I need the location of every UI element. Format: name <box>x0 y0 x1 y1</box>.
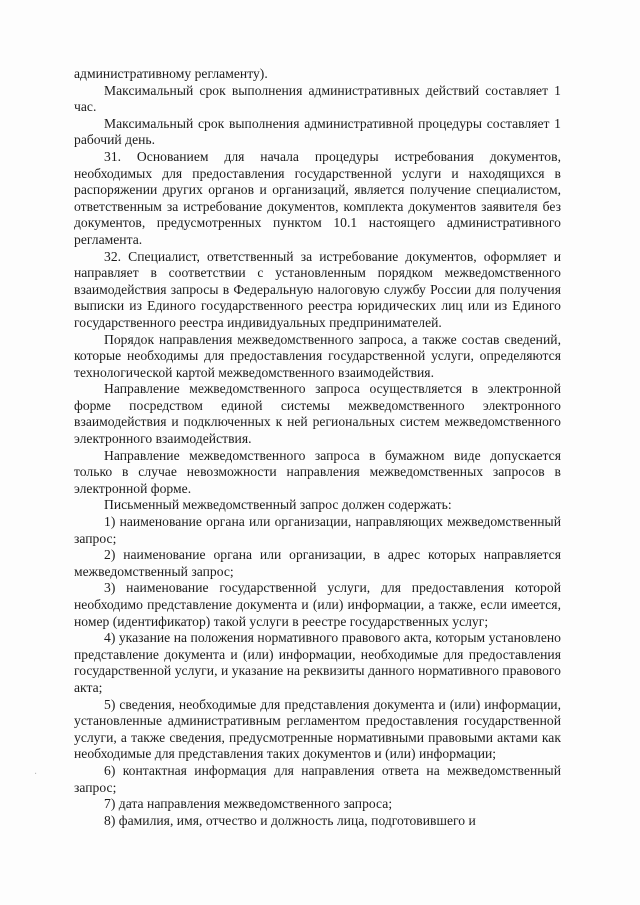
list-item-2: 2) наименование органа или организации, в адрес которых направляется межведомственный запрос; <box>74 547 561 579</box>
list-item-4: 4) указание на положения нормативного правового акта, которым установлено представление документа и (или) информации, необходимые для предоставления государственной услуги, и указание на реквизиты данного нормативного правового акта; <box>74 630 561 695</box>
paragraph-request-contents-intro: Письменный межведомственный запрос должен содержать: <box>104 497 452 513</box>
paragraph-regulation-end: административному регламенту). <box>74 66 268 81</box>
list-item-1: 1) наименование органа или организации, направляющих межведомственный запрос; <box>74 514 561 546</box>
paragraph-electronic-request: Направление межведомственного запроса осуществляется в электронной форме посредством единой системы межведомственного электронного взаимодействия и подключенных к ней региональных систем межведомственного электронного взаимодействия. <box>74 381 561 447</box>
list-item-7: 7) дата направления межведомственного запроса; <box>104 796 393 812</box>
list-item-8: 8) фамилия, имя, отчество и должность лица, подготовившего и <box>104 812 476 828</box>
list-item-6: 6) контактная информация для направления ответа на межведомственный запрос; <box>74 762 561 795</box>
paragraph-clause-32: 32. Специалист, ответственный за истребование документов, оформляет и направляет в соответствии с установленным порядком межведомственного взаимодействия запросы в Федеральную налоговую службу России для получения выписки из Единого государственного реестра юридических лиц или из Единого государственного реестра индивидуальных предпринимателей. <box>74 248 561 330</box>
paragraph-paper-request: Направление межведомственного запроса в бумажном виде допускается только в случае невозможности направления межведомственных запросов в электронной форме. <box>74 447 561 496</box>
paragraph-clause-31: 31. Основанием для начала процедуры истребования документов, необходимых для предоставления государственной услуги и находящихся в распоряжении других органов и организаций, является получение специалистом, ответственным за истребование документов, комплекта документов заявителя без документов, предусмотренных пунктом 10.1 настоящего административного регламента. <box>74 148 561 247</box>
scan-speck: · <box>34 769 38 780</box>
paragraph-max-action-time: Максимальный срок выполнения административных действий составляет 1 час. <box>74 82 561 115</box>
document-body <box>74 66 561 829</box>
paragraph-max-procedure-time: Максимальный срок выполнения административной процедуры составляет 1 рабочий день. <box>74 115 561 148</box>
paragraph-request-procedure: Порядок направления межведомственного запроса, а также состав сведений, которые необходимы для предоставления государственной услуги, определяются технологической картой межведомственного взаимодействия. <box>74 331 561 380</box>
list-item-3: 3) наименование государственной услуги, для предоставления которой необходимо представление документа и (или) информации, а также, если имеется, номер (идентификатор) такой услуги в реестре государственных услуг; <box>74 580 561 629</box>
list-item-5: 5) сведения, необходимые для представления документа и (или) информации, установленные административным регламентом предоставления государственной услуги, а также сведения, предусмотренные нормативными правовыми актами как необходимые для представления таких документов и (или) информации; <box>74 696 561 762</box>
